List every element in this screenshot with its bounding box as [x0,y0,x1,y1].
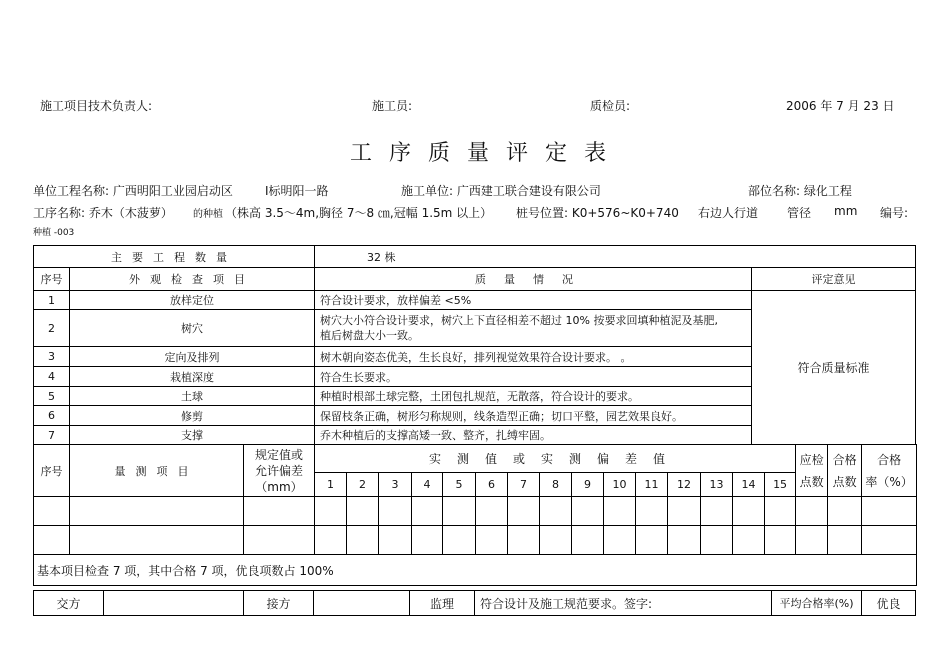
pipe-diameter-label: 管径 [787,206,812,220]
part-name: 部位名称: 绿化工程 [748,184,852,198]
row-seq: 1 [34,291,70,310]
row-quality [315,310,752,347]
quantity-row [34,246,916,268]
col-number: 12 [668,473,701,497]
row-seq: 7 [34,426,70,445]
measured-header: 实测值或实测偏差值 [315,445,796,473]
measurement-table [33,444,917,586]
unit-project-name: 单位工程名称: 广西明阳工业园启动区 [33,184,233,198]
col-number: 11 [636,473,668,497]
row-seq: 3 [34,347,70,367]
allowance-header-line: 允许偏差 [254,463,303,478]
pass-points-header [828,445,862,497]
inspection-seq-header: 序号 [34,268,70,291]
row-seq: 5 [34,387,70,406]
measure-empty-row [34,497,917,526]
summary-text: 基本项目检查 7 项，其中合格 7 项，优良项数占 100% [34,555,917,586]
quantity-value: 32 株 [315,246,916,268]
col-number: 3 [379,473,412,497]
quantity-label: 主要工程数量 [34,246,315,268]
row-quality: 乔木种植后的支撑高矮一致、整齐，扎缚牢固。 [315,426,752,445]
pass-rate-line: 率（%） [865,474,913,489]
summary-row [34,555,917,586]
row-seq: 4 [34,367,70,387]
col-number: 5 [443,473,476,497]
col-number: 2 [347,473,379,497]
col-number: 14 [733,473,765,497]
number-value: 种植 -003 [33,228,75,238]
col-number: 1 [315,473,347,497]
measure-header-row [34,445,917,473]
should-check-line: 点数 [799,474,824,489]
measure-item-header: 量测项目 [70,445,244,497]
row-quality: 符合生长要求。 [315,367,752,387]
inspection-header-row [34,268,916,291]
inspector-label: 质检员: [590,99,631,113]
receiver-signature-field[interactable] [314,591,410,616]
supervision-label: 监理 [410,591,475,616]
stake-position: 桩号位置: K0+576~K0+740 [516,206,679,220]
pass-rate-line: 合格 [877,452,902,467]
row-quality: 种植时根部土球完整，土团包扎规范，无散落，符合设计的要求。 [315,387,752,406]
grade-value: 优良 [862,591,916,616]
date-text: 2006 年 7 月 23 日 [786,99,895,113]
allowance-header-line: 规定值或 [254,447,303,462]
section-name: Ⅰ标明阳一路 [265,184,329,198]
row-item: 定向及排列 [70,347,315,367]
row-quality: 符合设计要求，放样偏差 <5% [315,291,752,310]
pass-rate-header [862,445,917,497]
row-quality: 树木朝向姿态优美，生长良好，排列视觉效果符合设计要求。 。 [315,347,752,367]
inspection-table [33,245,916,445]
row-item: 栽植深度 [70,367,315,387]
allowance-header [244,445,315,497]
constructor-label: 施工员: [372,99,413,113]
row-quality-line: 树穴大小符合设计要求，树穴上下直径相差不超过 10% 按要求回填种植泥及基肥, [320,314,718,327]
signoff-row [34,591,916,616]
pipe-unit: mm [834,204,858,218]
handover-signature-field[interactable] [104,591,244,616]
opinion-header: 评定意见 [752,268,916,291]
allowance-header-line: （mm） [255,479,303,494]
should-check-line: 应检 [799,452,824,467]
number-label: 编号: [880,206,909,220]
measure-seq-header: 序号 [34,445,70,497]
col-number: 13 [701,473,733,497]
signoff-table [33,590,916,616]
row-quality: 保留枝条正确，树形匀称规则，线条造型正确；切口平整，园艺效果良好。 [315,406,752,426]
row-quality-line: 植后树盘大小一致。 [320,329,419,342]
planting-spec: （株高 3.5～4m,胸径 7～8 ㎝,冠幅 1.5m 以上） [225,206,493,220]
col-number: 8 [540,473,572,497]
col-number: 6 [476,473,508,497]
planting-prefix: 的种植 [193,209,223,220]
contractor-name: 施工单位: 广西建工联合建设有限公司 [401,184,601,198]
row-item: 放样定位 [70,291,315,310]
measure-empty-row [34,526,917,555]
row-seq: 2 [34,310,70,347]
col-number: 7 [508,473,540,497]
row-item: 土球 [70,387,315,406]
should-check-header [796,445,828,497]
col-number: 4 [412,473,443,497]
col-number: 15 [765,473,796,497]
avg-pass-rate-label: 平均合格率(%) [772,591,862,616]
page-title: 工序质量评定表 [350,141,624,166]
pass-points-line: 合格 [832,452,857,467]
tech-lead-label: 施工项目技术负责人: [40,99,153,113]
process-name: 工序名称: 乔木（木菠萝） [33,206,173,220]
handover-label: 交方 [34,591,104,616]
row-item: 支撑 [70,426,315,445]
table-row [34,291,916,310]
col-number: 10 [604,473,636,497]
col-number: 9 [572,473,604,497]
row-item: 树穴 [70,310,315,347]
row-item: 修剪 [70,406,315,426]
opinion-value: 符合质量标准 [752,291,916,445]
side-text: 右边人行道 [698,206,759,220]
receiver-label: 接方 [244,591,314,616]
supervision-text: 符合设计及施工规范要求。签字: [475,591,772,616]
quality-header: 质量情况 [315,268,752,291]
pass-points-line: 点数 [832,474,857,489]
row-seq: 6 [34,406,70,426]
inspection-item-header: 外观检查项目 [70,268,315,291]
